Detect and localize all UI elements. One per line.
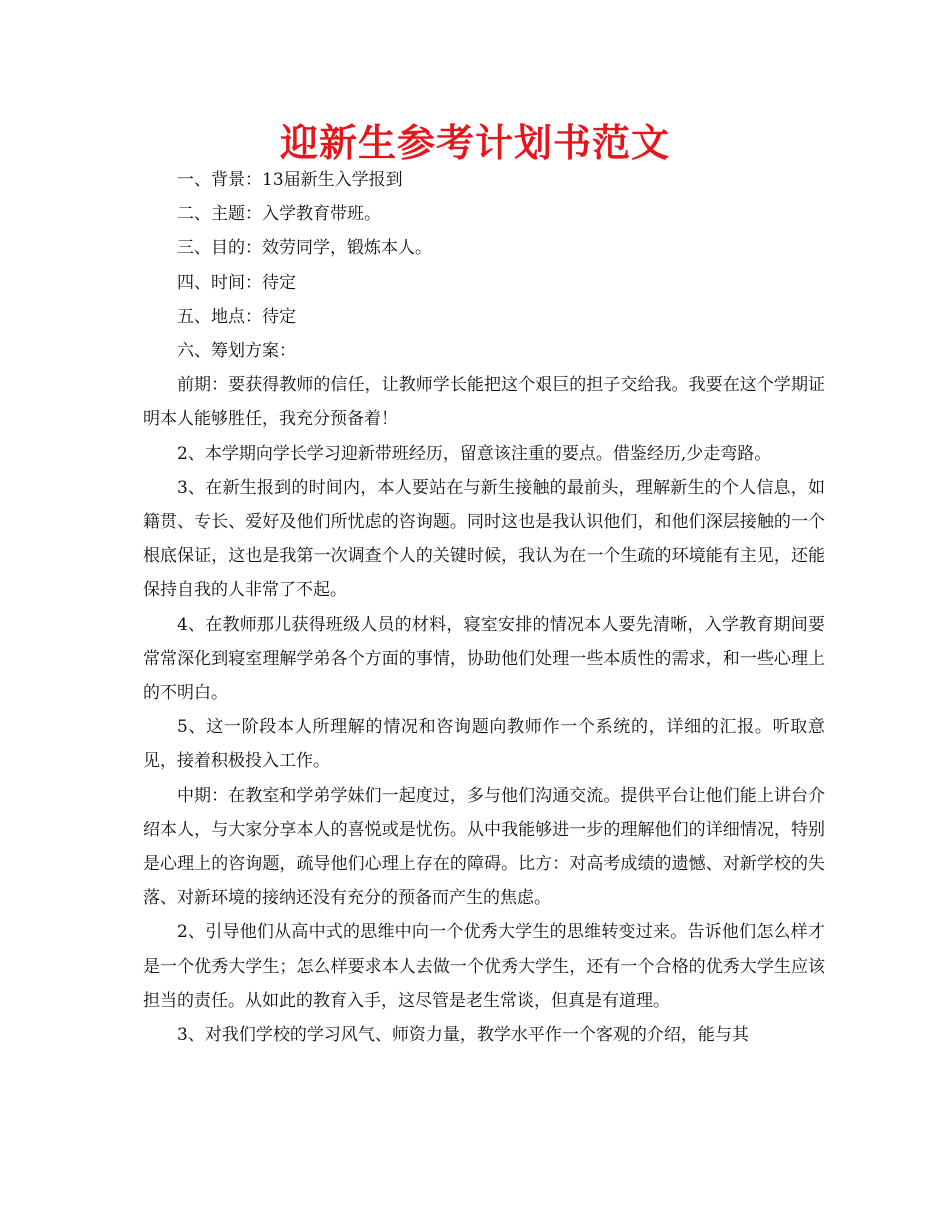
paragraph-early-5: 5、这一阶段本人所理解的情况和咨询题向教师作一个系统的，详细的汇报。听取意见，接着积极投入工作。 xyxy=(143,717,825,772)
paragraph-theme: 二、主题：入学教育带班。 xyxy=(177,204,381,225)
paragraph-purpose: 三、目的：效劳同学，锻炼本人。 xyxy=(177,238,432,259)
document-title: 迎新生参考计划书范文 xyxy=(279,121,670,165)
paragraph-plan-heading: 六、筹划方案： xyxy=(177,341,296,362)
paragraph-location: 五、地点：待定 xyxy=(177,306,296,327)
paragraph-background: 一、背景：13届新生入学报到 xyxy=(177,170,403,190)
paragraph-early-3: 3、在新生报到的时间内，本人要站在与新生接触的最前头，理解新生的个人信息，如籍贯、专长、爱好及他们所忧虑的咨询题。同时这也是我认识他们，和他们深层接触的一个根底保证，这也是我第一次调查个人的关键时候，我认为在一个生疏的环境能有主见，还能保持自我的人非常了不起。 xyxy=(143,477,825,601)
paragraph-early-4: 4、在教师那儿获得班级人员的材料，寝室安排的情况本人要先清晰，入学教育期间要常常深化到寝室理解学弟各个方面的事情，协助他们处理一些本质性的需求，和一些心理上的不明白。 xyxy=(143,614,825,704)
paragraph-middle-3: 3、对我们学校的学习风气、师资力量，教学水平作一个客观的介绍，能与其 xyxy=(177,1025,749,1046)
paragraph-middle-2: 2、引导他们从高中式的思维中向一个优秀大学生的思维转变过来。告诉他们怎么样才是一个优秀大学生；怎么样要求本人去做一个优秀大学生，还有一个合格的优秀大学生应该担当的责任。从如此的教育入手，这尽管是老生常谈，但真是有道理。 xyxy=(143,922,825,1011)
paragraph-early-stage: 前期：要获得教师的信任，让教师学长能把这个艰巨的担子交给我。我要在这个学期证明本人能够胜任，我充分预备着！ xyxy=(143,375,825,430)
paragraph-time: 四、时间：待定 xyxy=(177,272,296,293)
paragraph-middle-stage: 中期：在教室和学弟学妹们一起度过，多与他们沟通交流。提供平台让他们能上讲台介绍本人，与大家分享本人的喜悦或是忧伤。从中我能够进一步的理解他们的详细情况，特别是心理上的咨询题，疏导他们心理上存在的障碍。比方：对高考成绩的遗憾、对新学校的失落、对新环境的接纳还没有充分的预备而产生的焦虑。 xyxy=(143,785,825,909)
document-body xyxy=(143,163,825,1052)
paragraph-early-2: 2、本学期向学长学习迎新带班经历，留意该注重的要点。借鉴经历,少走弯路。 xyxy=(177,443,772,464)
